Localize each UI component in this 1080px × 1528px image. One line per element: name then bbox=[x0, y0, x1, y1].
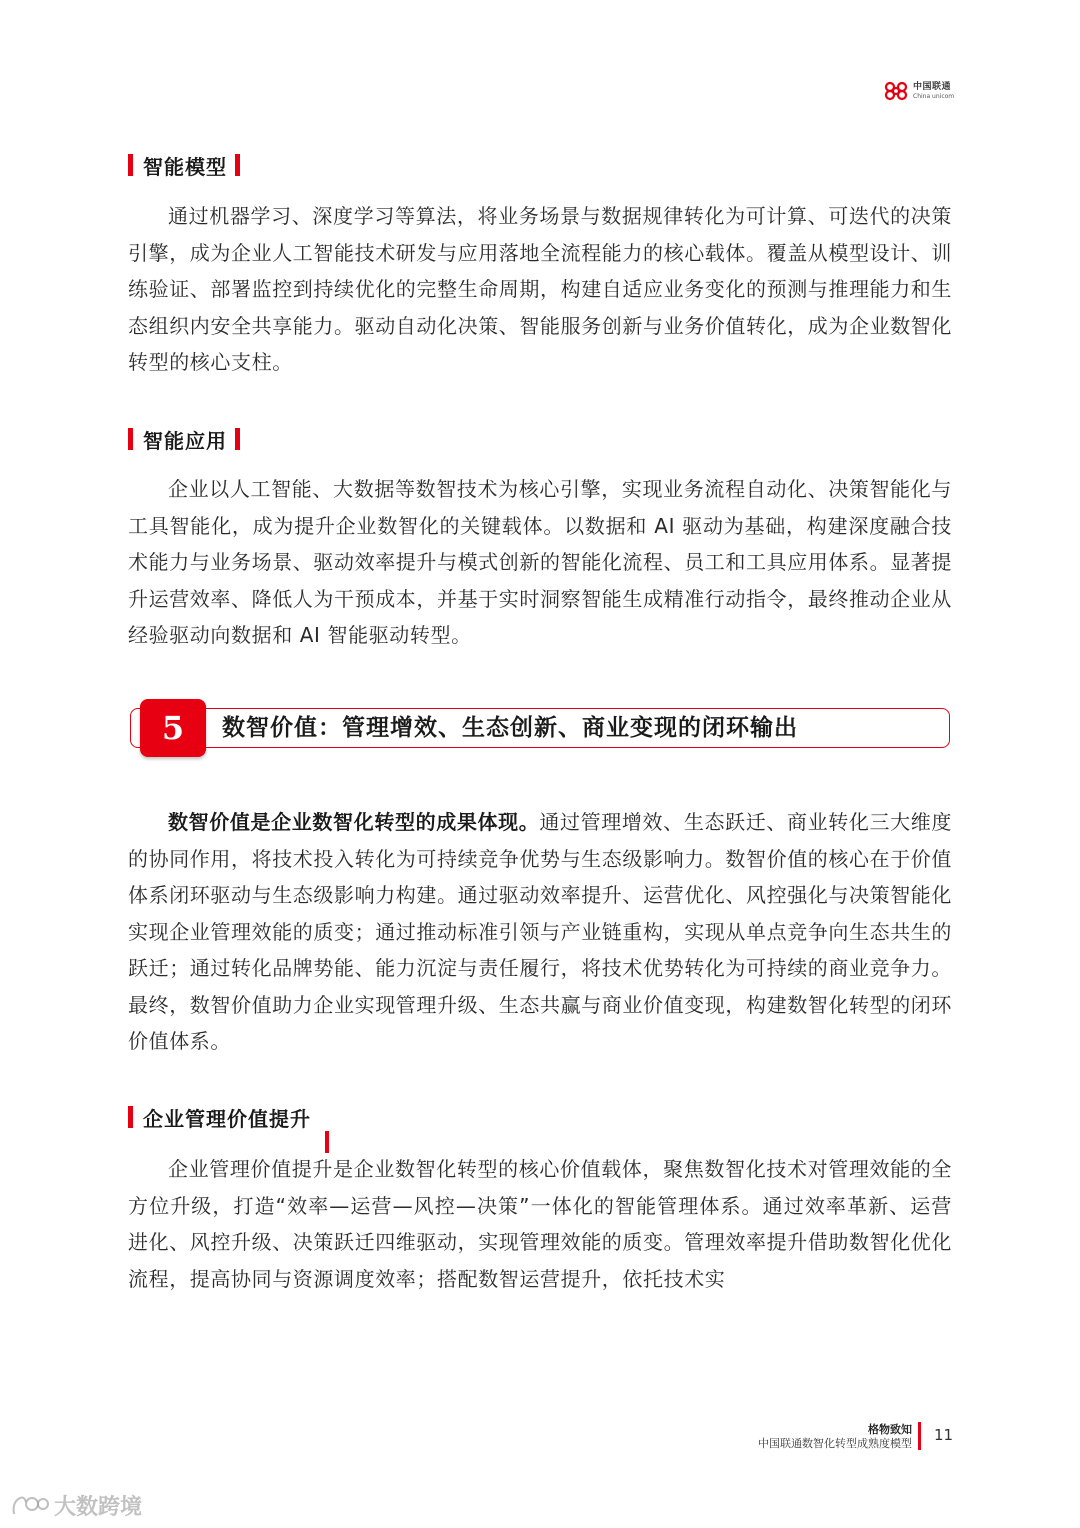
heading-marker-left bbox=[128, 1106, 133, 1128]
heading-text: 智能应用 bbox=[143, 428, 227, 453]
brand-logo bbox=[883, 80, 954, 102]
heading-intelligent-model bbox=[128, 151, 240, 179]
paragraph-body: 通过管理增效、生态跃迁、商业转化三大维度的协同作用，将技术投入转化为可持续竞争优势与生态级影响力。数智价值的核心在于价值体系闭环驱动与生态级影响力构建。通过驱动效率提升、运营优化、风控强化与决策智能化实现企业管理效能的质变；通过推动标准引领与产业链重构，实现从单点竞争向生态共生的跃迁；通过转化品牌势能、能力沉淀与责任履行，将技术优势转化为可持续的商业竞争力。最终，数智价值助力企业实现管理升级、生态共赢与商业价值变现，构建数智化转型的闭环价值体系。 bbox=[128, 810, 953, 1053]
footer-divider bbox=[918, 1422, 921, 1450]
chapter-number-badge: 5 bbox=[140, 699, 206, 757]
page-footer bbox=[758, 1423, 912, 1452]
footer-subtitle: 中国联通数智化转型成熟度模型 bbox=[758, 1437, 912, 1451]
heading-intelligent-application bbox=[128, 425, 240, 453]
china-unicom-knot-icon bbox=[883, 80, 909, 102]
watermark bbox=[10, 1490, 142, 1521]
paragraph-intelligent-application: 企业以人工智能、大数据等数智技术为核心引擎，实现业务流程自动化、决策智能化与工具智能化，成为提升企业数智化的关键载体。以数据和 AI 驱动为基础，构建深度融合技术能力与业务场景、驱动效率提升与模式创新的智能化流程、员工和工具应用体系。显著提升运营效率、降低人为干预成本，并基于实时洞察智能生成精准行动指令，最终推动企业从经验驱动向数据和 AI 智能驱动转型。 bbox=[128, 477, 952, 647]
footer-title: 格物致知 bbox=[868, 1423, 912, 1436]
heading-marker-right bbox=[235, 154, 240, 176]
heading-marker-left bbox=[128, 428, 133, 450]
paragraph-intelligent-model: 通过机器学习、深度学习等算法，将业务场景与数据规律转化为可计算、可迭代的决策引擎，成为企业人工智能技术研发与应用落地全流程能力的核心载体。覆盖从模型设计、训练验证、部署监控到持续优化的完整生命周期，构建自适应业务变化的预测与推理能力和生态组织内安全共享能力。驱动自动化决策、智能服务创新与业务价值转化，成为企业数智化转型的核心支柱。 bbox=[128, 204, 952, 374]
heading-marker-left bbox=[128, 154, 133, 176]
paragraph-management-value: 企业管理价值提升是企业数智化转型的核心价值载体，聚焦数智化技术对管理效能的全方位升级，打造“效率—运营—风控—决策”一体化的智能管理体系。通过效率革新、运营进化、风控升级、决策跃迁四维驱动，实现管理效能的质变。管理效率提升借助数智化优化流程，提高协同与资源调度效率；搭配数智运营提升，依托技术实 bbox=[128, 1157, 952, 1291]
watermark-logo-icon bbox=[10, 1492, 50, 1520]
heading-text: 智能模型 bbox=[143, 154, 227, 179]
heading-management-value bbox=[128, 1103, 311, 1131]
page-number: 11 bbox=[934, 1426, 954, 1444]
heading-marker-right bbox=[325, 1131, 329, 1153]
logo-name-cn: 中国联通 bbox=[913, 81, 952, 92]
logo-name-en: China unicom bbox=[913, 92, 955, 100]
watermark-text: 大数跨境 bbox=[54, 1495, 143, 1520]
heading-marker-right bbox=[235, 428, 240, 450]
paragraph-digital-value bbox=[128, 804, 952, 1060]
paragraph-lead: 数智价值是企业数智化转型的成果体现。 bbox=[168, 810, 540, 834]
heading-text: 企业管理价值提升 bbox=[143, 1106, 311, 1131]
chapter-title: 数智价值：管理增效、生态创新、商业变现的闭环输出 bbox=[222, 715, 798, 741]
